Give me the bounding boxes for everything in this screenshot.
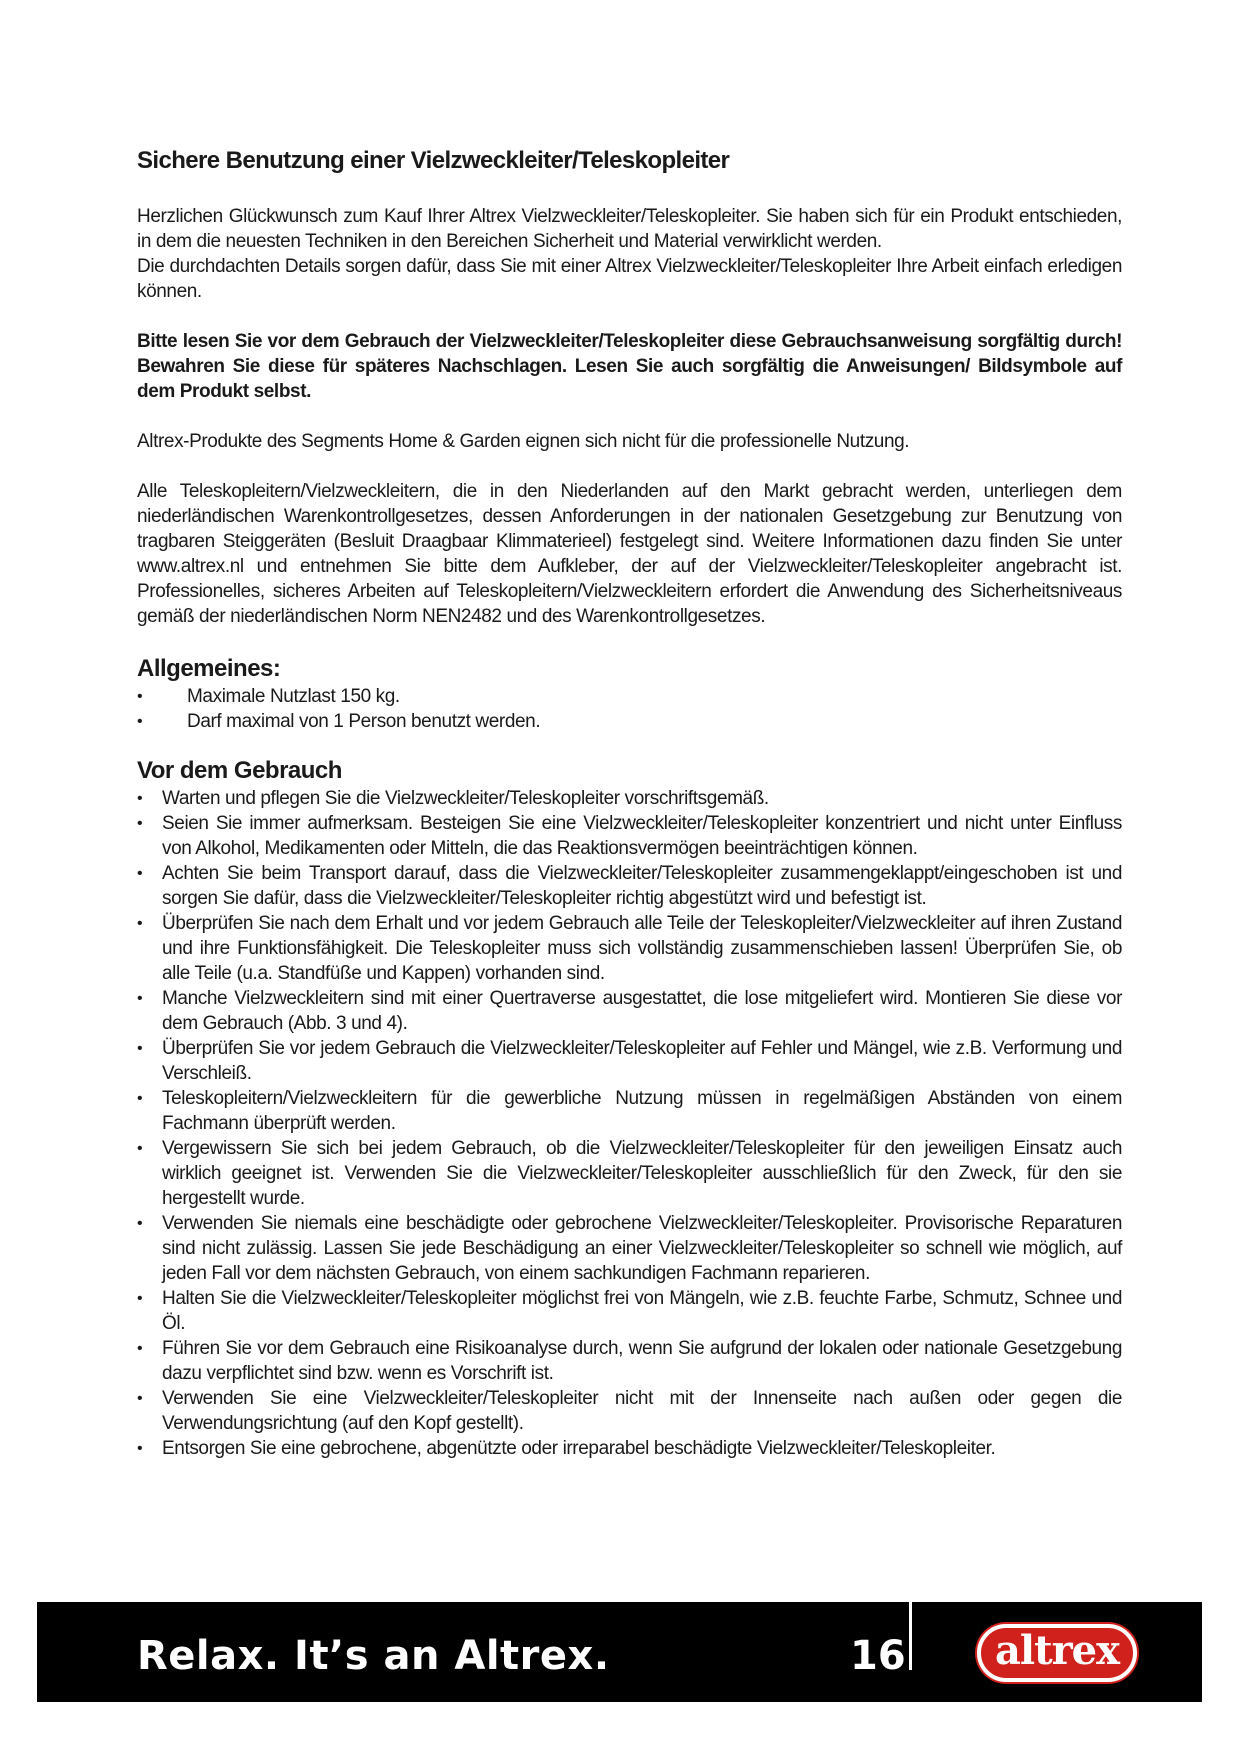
list-item: • Seien Sie immer aufmerksam. Besteigen Sie eine Vielzweckleiter/Teleskopleiter konzentriert und nicht unter Einfluss von Alkohol, Medikamenten oder Mitteln, die das Reaktionsvermögen beeinträchtigen können. <box>137 811 1122 861</box>
list-item: • Verwenden Sie niemals eine beschädigte oder gebrochene Vielzweckleiter/Teleskopleiter. Provisorische Reparaturen sind nicht zulässig. Lassen Sie jede Beschädigung an einer Vielzweckleiter/Teleskopleiter so schnell wie möglich, auf jeden Fall vor dem nächsten Gebrauch, von einem sachkundigen Fachmann reparieren. <box>137 1211 1122 1286</box>
logo-text: altrex <box>995 1627 1119 1674</box>
list-item: • Entsorgen Sie eine gebrochene, abgenützte oder irreparabel beschädigte Vielzweckleiter/Teleskopleiter. <box>137 1436 1122 1461</box>
list-item: • Vergewissern Sie sich bei jedem Gebrauch, ob die Vielzweckleiter/Teleskopleiter für den jeweiligen Einsatz auch wirklich geeignet ist. Verwenden Sie die Vielzweckleiter/Teleskopleiter ausschließlich für den Zweck, für den sie hergestellt wurde. <box>137 1136 1122 1211</box>
section-title-allgemeines: Allgemeines: <box>137 655 281 682</box>
list-item: • Teleskopleitern/Vielzweckleitern für die gewerbliche Nutzung müssen in regelmäßigen Abständen von einem Fachmann überprüft werden. <box>137 1086 1122 1136</box>
intro-paragraph-1: Herzlichen Glückwunsch zum Kauf Ihrer Altrex Vielzweckleiter/Teleskopleiter. Sie haben sich für ein Produkt entschieden, in dem die neuesten Techniken in den Bereichen Sicherheit und Material verwirklicht werden. <box>137 206 1122 252</box>
section-title-vor-dem-gebrauch: Vor dem Gebrauch <box>137 757 342 784</box>
altrex-logo <box>977 1624 1137 1682</box>
list-item: • Warten und pflegen Sie die Vielzweckleiter/Teleskopleiter vorschriftsgemäß. <box>137 786 1122 811</box>
list-item: • Überprüfen Sie vor jedem Gebrauch die Vielzweckleiter/Teleskopleiter auf Fehler und Mängel, wie z.B. Verformung und Verschleiß. <box>137 1036 1122 1086</box>
list-item: • Führen Sie vor dem Gebrauch eine Risikoanalyse durch, wenn Sie aufgrund der lokalen oder nationale Gesetzgebung dazu verpflichtet sind bzw. wenn es Vorschrift ist. <box>137 1336 1122 1386</box>
list-item: • Manche Vielzweckleitern sind mit einer Quertraverse ausgestattet, die lose mitgeliefert wird. Montieren Sie diese vor dem Gebrauch (Abb. 3 und 4). <box>137 986 1122 1036</box>
list-item: • Halten Sie die Vielzweckleiter/Teleskopleiter möglichst frei von Mängeln, wie z.B. feuchte Farbe, Schmutz, Schnee und Öl. <box>137 1286 1122 1336</box>
allgemeines-list <box>137 684 1122 734</box>
home-garden-paragraph: Altrex-Produkte des Segments Home & Garden eignen sich nicht für die professionelle Nutzung. <box>137 431 910 452</box>
footer-divider <box>909 1602 912 1670</box>
list-item: • Verwenden Sie eine Vielzweckleiter/Teleskopleiter nicht mit der Innenseite nach außen oder gegen die Verwendungsrichtung (auf den Kopf gestellt). <box>137 1386 1122 1436</box>
list-item: • Maximale Nutzlast 150 kg. <box>137 684 1122 709</box>
footer-band <box>37 1602 1202 1702</box>
list-item: • Achten Sie beim Transport darauf, dass die Vielzweckleiter/Teleskopleiter zusammengeklappt/eingeschoben ist und sorgen Sie dafür, dass die Vielzweckleiter/Teleskopleiter richtig abgestützt wird und befestigt ist. <box>137 861 1122 911</box>
document-body <box>137 146 1122 1461</box>
netherlands-paragraph: Alle Teleskopleitern/Vielzweckleitern, die in den Niederlanden auf den Markt gebracht werden, unterliegen dem niederländischen Warenkontrollgesetzes, dessen Anforderungen in der nationalen Gesetzgebung zur Benutzung von tragbaren Steiggeräten (Besluit Draagbaar Klimmaterieel) festgelegt sind. Weitere Informationen dazu finden Sie unter www.altrex.nl und entnehmen Sie bitte dem Aufkleber, der auf der Vielzweckleiter/Teleskopleiter angebracht ist. Professionelles, sicheres Arbeiten auf Teleskopleitern/Vielzweckleitern erfordert die Anwendung des Sicherheitsniveaus gemäß der niederländischen Norm NEN2482 und des Warenkontrollgesetzes. <box>137 481 1122 627</box>
intro-paragraph-2: Die durchdachten Details sorgen dafür, dass Sie mit einer Altrex Vielzweckleiter/Teleskopleiter Ihre Arbeit einfach erledigen können. <box>137 256 1122 302</box>
page-number: 16 <box>850 1633 906 1679</box>
list-item: • Darf maximal von 1 Person benutzt werden. <box>137 709 1122 734</box>
vor-dem-gebrauch-list <box>137 786 1122 1461</box>
list-item: • Überprüfen Sie nach dem Erhalt und vor jedem Gebrauch alle Teile der Teleskopleiter/Vielzweckleiter auf ihren Zustand und ihre Funktionsfähigkeit. Die Teleskopleiter muss sich vollständig zusammenschieben lassen! Überprüfen Sie, ob alle Teile (u.a. Standfüße und Kappen) vorhanden sind. <box>137 911 1122 986</box>
slogan: Relax. It’s an Altrex. <box>137 1633 610 1679</box>
warning-paragraph: Bitte lesen Sie vor dem Gebrauch der Vielzweckleiter/Teleskopleiter diese Gebrauchsanweisung sorgfältig durch! Bewahren Sie diese für späteres Nachschlagen. Lesen Sie auch sorgfältig die Anweisungen/ Bildsymbole auf dem Produkt selbst. <box>137 331 1122 402</box>
page-title: Sichere Benutzung einer Vielzweckleiter/Teleskopleiter <box>137 147 730 174</box>
